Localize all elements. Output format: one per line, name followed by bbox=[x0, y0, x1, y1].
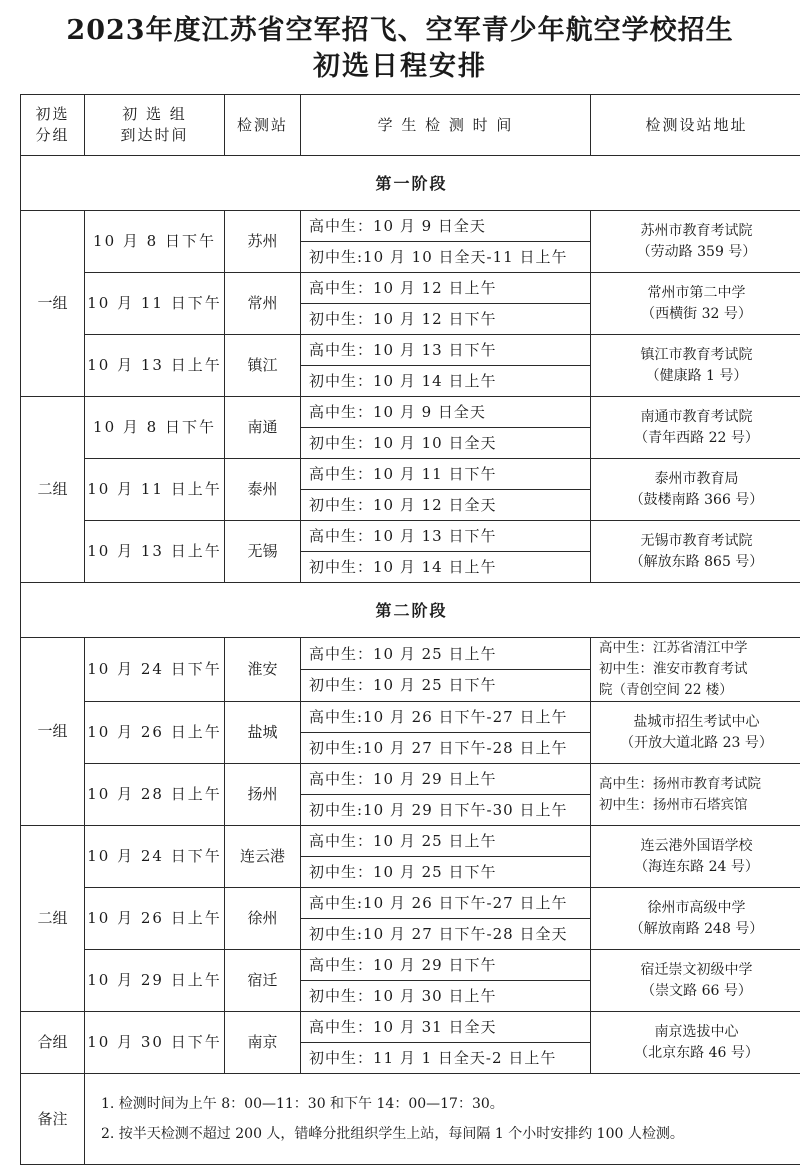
table-row bbox=[21, 950, 800, 1012]
stage-label: 第一阶段 bbox=[21, 156, 800, 211]
test-times: 高中生：10 月 13 日下午 初中生：10 月 14 日上午 bbox=[301, 335, 591, 397]
station-name: 无锡 bbox=[225, 521, 301, 583]
station-address: 南通市教育考试院 （青年西路 22 号） bbox=[591, 397, 800, 459]
table-row bbox=[21, 638, 800, 702]
test-times: 高中生：10 月 9 日全天 初中生:10 月 10 日全天-11 日上午 bbox=[301, 211, 591, 273]
table-row bbox=[21, 702, 800, 764]
station-name: 苏州 bbox=[225, 211, 301, 273]
table-row bbox=[21, 335, 800, 397]
table-row bbox=[21, 1012, 800, 1074]
station-address: 苏州市教育考试院 （劳动路 359 号） bbox=[591, 211, 800, 273]
station-name: 南通 bbox=[225, 397, 301, 459]
station-address: 盐城市招生考试中心 （开放大道北路 23 号） bbox=[591, 702, 800, 764]
test-times: 高中生:10 月 26 日下午-27 日上午 初中生:10 月 27 日下午-28 日全天 bbox=[301, 888, 591, 950]
station-name: 泰州 bbox=[225, 459, 301, 521]
station-name: 徐州 bbox=[225, 888, 301, 950]
station-address: 无锡市教育考试院 （解放东路 865 号） bbox=[591, 521, 800, 583]
header-arrival: 初 选 组 到达时间 bbox=[85, 95, 225, 156]
test-times: 高中生：10 月 31 日全天 初中生：11 月 1 日全天-2 日上午 bbox=[301, 1012, 591, 1074]
test-times: 高中生:10 月 26 日下午-27 日上午 初中生:10 月 27 日下午-28 日上午 bbox=[301, 702, 591, 764]
group-label: 合组 bbox=[21, 1012, 85, 1074]
station-name: 宿迁 bbox=[225, 950, 301, 1012]
station-name: 盐城 bbox=[225, 702, 301, 764]
table-row bbox=[21, 211, 800, 273]
arrival-time: 10 月 8 日下午 bbox=[85, 397, 225, 459]
arrival-time: 10 月 26 日上午 bbox=[85, 702, 225, 764]
station-address: 高中生：江苏省清江中学 初中生：淮安市教育考试 院（青创空间 22 楼） bbox=[591, 638, 800, 702]
group-label: 二组 bbox=[21, 826, 85, 1012]
table-row bbox=[21, 826, 800, 888]
station-address: 高中生：扬州市教育考试院 初中生：扬州市石塔宾馆 bbox=[591, 764, 800, 826]
header-station: 检测站 bbox=[225, 95, 301, 156]
station-address: 泰州市教育局 （鼓楼南路 366 号） bbox=[591, 459, 800, 521]
arrival-time: 10 月 30 日下午 bbox=[85, 1012, 225, 1074]
station-name: 扬州 bbox=[225, 764, 301, 826]
table-row bbox=[21, 459, 800, 521]
group-label: 二组 bbox=[21, 397, 85, 583]
arrival-time: 10 月 8 日下午 bbox=[85, 211, 225, 273]
station-address: 连云港外国语学校 （海连东路 24 号） bbox=[591, 826, 800, 888]
station-name: 镇江 bbox=[225, 335, 301, 397]
note-item: 2. 按半天检测不超过 200 人，错峰分批组织学生上站，每间隔 1 个小时安排约 100 人检测。 bbox=[101, 1119, 800, 1149]
test-times: 高中生：10 月 29 日上午 初中生:10 月 29 日下午-30 日上午 bbox=[301, 764, 591, 826]
page-title: 2023年度江苏省空军招飞、空军青少年航空学校招生 bbox=[0, 8, 800, 47]
arrival-time: 10 月 28 日上午 bbox=[85, 764, 225, 826]
test-times: 高中生：10 月 25 日上午 初中生：10 月 25 日下午 bbox=[301, 638, 591, 702]
station-name: 南京 bbox=[225, 1012, 301, 1074]
arrival-time: 10 月 11 日上午 bbox=[85, 459, 225, 521]
table-row bbox=[21, 397, 800, 459]
table-row bbox=[21, 521, 800, 583]
note-item: 1. 检测时间为上午 8：00—11：30 和下午 14：00—17：30。 bbox=[101, 1089, 800, 1119]
header-group: 初选 分组 bbox=[21, 95, 85, 156]
notes-row bbox=[21, 1074, 800, 1165]
arrival-time: 10 月 24 日下午 bbox=[85, 826, 225, 888]
arrival-time: 10 月 11 日下午 bbox=[85, 273, 225, 335]
page-subtitle: 初选日程安排 bbox=[0, 44, 800, 83]
test-times: 高中生：10 月 13 日下午 初中生：10 月 14 日上午 bbox=[301, 521, 591, 583]
test-times: 高中生：10 月 29 日下午 初中生：10 月 30 日上午 bbox=[301, 950, 591, 1012]
header-times: 学 生 检 测 时 间 bbox=[301, 95, 591, 156]
test-times: 高中生：10 月 9 日全天 初中生：10 月 10 日全天 bbox=[301, 397, 591, 459]
stage-row bbox=[21, 583, 800, 638]
station-address: 镇江市教育考试院 （健康路 1 号） bbox=[591, 335, 800, 397]
group-label: 一组 bbox=[21, 211, 85, 397]
arrival-time: 10 月 26 日上午 bbox=[85, 888, 225, 950]
group-label: 一组 bbox=[21, 638, 85, 826]
header-row bbox=[21, 95, 800, 156]
stage-label: 第二阶段 bbox=[21, 583, 800, 638]
station-name: 淮安 bbox=[225, 638, 301, 702]
header-address: 检测设站地址 bbox=[591, 95, 800, 156]
notes-label: 备注 bbox=[21, 1074, 85, 1165]
test-times: 高中生：10 月 12 日上午 初中生：10 月 12 日下午 bbox=[301, 273, 591, 335]
arrival-time: 10 月 13 日上午 bbox=[85, 335, 225, 397]
schedule-table bbox=[20, 94, 800, 1165]
arrival-time: 10 月 24 日下午 bbox=[85, 638, 225, 702]
table-row bbox=[21, 273, 800, 335]
notes-content bbox=[85, 1074, 800, 1165]
stage-row bbox=[21, 156, 800, 211]
test-times: 高中生：10 月 11 日下午 初中生：10 月 12 日全天 bbox=[301, 459, 591, 521]
arrival-time: 10 月 13 日上午 bbox=[85, 521, 225, 583]
arrival-time: 10 月 29 日上午 bbox=[85, 950, 225, 1012]
test-times: 高中生：10 月 25 日上午 初中生：10 月 25 日下午 bbox=[301, 826, 591, 888]
table-row bbox=[21, 764, 800, 826]
table-row bbox=[21, 888, 800, 950]
station-address: 徐州市高级中学 （解放南路 248 号） bbox=[591, 888, 800, 950]
station-address: 宿迁崇文初级中学 （崇文路 66 号） bbox=[591, 950, 800, 1012]
station-address: 常州市第二中学 （西横街 32 号） bbox=[591, 273, 800, 335]
station-name: 连云港 bbox=[225, 826, 301, 888]
station-name: 常州 bbox=[225, 273, 301, 335]
station-address: 南京选拔中心 （北京东路 46 号） bbox=[591, 1012, 800, 1074]
